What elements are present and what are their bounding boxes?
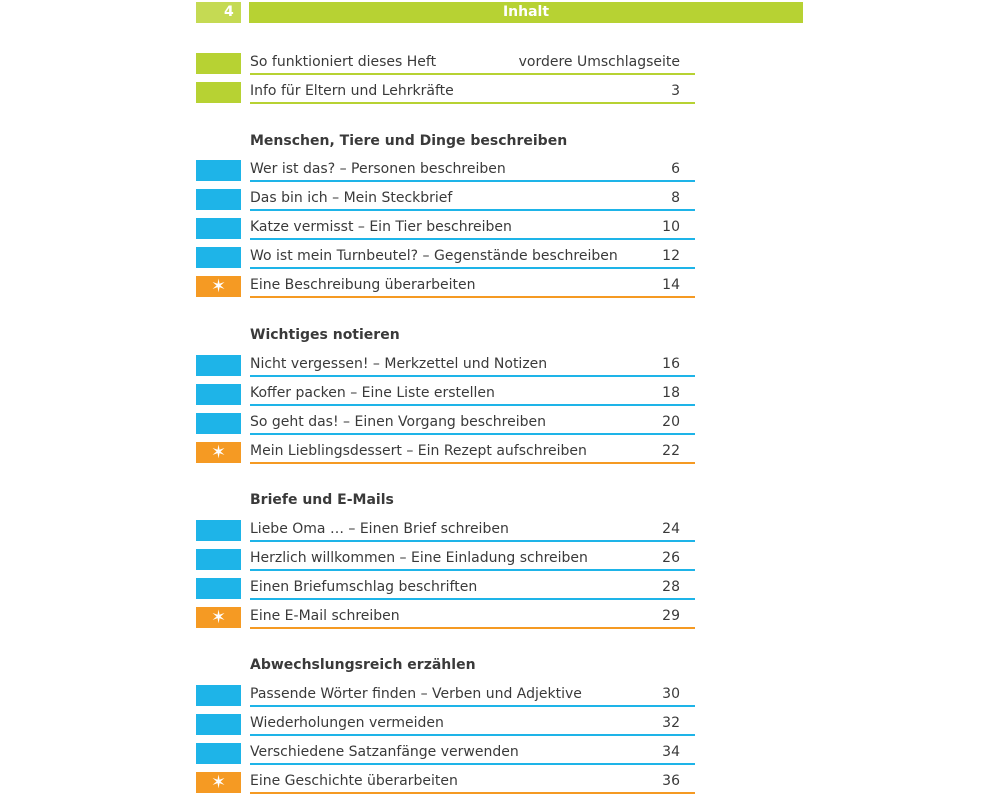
entry-page: vordere Umschlagseite <box>518 54 680 70</box>
entry-underline <box>250 296 695 298</box>
entry-label: Wo ist mein Turnbeutel? – Gegenstände beschreiben <box>250 248 618 264</box>
toc-entry-revision[interactable] <box>196 276 695 297</box>
entry-marker <box>196 413 241 434</box>
entry-marker <box>196 384 241 405</box>
toc-entry[interactable] <box>196 743 695 764</box>
toc-entry[interactable] <box>196 247 695 268</box>
toc-entry-revision[interactable] <box>196 442 695 463</box>
entry-label: Liebe Oma … – Einen Brief schreiben <box>250 521 509 537</box>
entry-page: 28 <box>662 579 680 595</box>
section-title: Abwechslungsreich erzählen <box>250 657 476 673</box>
entry-underline <box>250 267 695 269</box>
star-icon: ✶ <box>196 442 241 463</box>
entry-page: 14 <box>662 277 680 293</box>
entry-marker <box>196 355 241 376</box>
entry-label: Verschiedene Satzanfänge verwenden <box>250 744 519 760</box>
entry-underline <box>250 180 695 182</box>
entry-label: Herzlich willkommen – Eine Einladung schreiben <box>250 550 588 566</box>
toc-entry[interactable] <box>196 549 695 570</box>
entry-underline <box>250 540 695 542</box>
entry-marker <box>196 247 241 268</box>
entry-label: So funktioniert dieses Heft <box>250 54 437 70</box>
entry-underline <box>250 102 695 104</box>
entry-label: Eine Beschreibung überarbeiten <box>250 277 476 293</box>
entry-page: 24 <box>662 521 680 537</box>
entry-label: So geht das! – Einen Vorgang beschreiben <box>250 414 546 430</box>
entry-page: 18 <box>662 385 680 401</box>
entry-marker <box>196 189 241 210</box>
entry-underline <box>250 404 695 406</box>
entry-marker <box>196 53 241 74</box>
entry-page: 6 <box>671 161 680 177</box>
entry-underline <box>250 705 695 707</box>
entry-label: Einen Briefumschlag beschriften <box>250 579 478 595</box>
toc-entry[interactable] <box>196 218 695 239</box>
entry-marker <box>196 218 241 239</box>
entry-page: 30 <box>662 686 680 702</box>
entry-label: Katze vermisst – Ein Tier beschreiben <box>250 219 512 235</box>
toc-entry[interactable] <box>196 714 695 735</box>
entry-underline <box>250 763 695 765</box>
entry-label: Passende Wörter finden – Verben und Adjektive <box>250 686 582 702</box>
entry-marker <box>196 549 241 570</box>
entry-underline <box>250 433 695 435</box>
entry-label: Wiederholungen vermeiden <box>250 715 444 731</box>
entry-marker <box>196 578 241 599</box>
entry-page: 34 <box>662 744 680 760</box>
entry-underline <box>250 375 695 377</box>
star-icon: ✶ <box>196 772 241 793</box>
toc-entry-revision[interactable] <box>196 607 695 628</box>
toc-entry[interactable] <box>196 189 695 210</box>
entry-page: 36 <box>662 773 680 789</box>
toc-entry-revision[interactable] <box>196 772 695 793</box>
entry-page: 12 <box>662 248 680 264</box>
entry-label: Mein Lieblingsdessert – Ein Rezept aufschreiben <box>250 443 587 459</box>
entry-page: 32 <box>662 715 680 731</box>
entry-marker <box>196 685 241 706</box>
section-title: Briefe und E-Mails <box>250 492 394 508</box>
entry-label: Eine E-Mail schreiben <box>250 608 400 624</box>
toc-entry[interactable] <box>196 384 695 405</box>
entry-page: 26 <box>662 550 680 566</box>
toc-entry-how-it-works[interactable] <box>196 53 695 74</box>
toc-entry-info-parents[interactable] <box>196 82 695 103</box>
page-title: Inhalt <box>249 2 803 23</box>
entry-label: Koffer packen – Eine Liste erstellen <box>250 385 495 401</box>
star-icon: ✶ <box>196 276 241 297</box>
entry-underline <box>250 462 695 464</box>
entry-label: Wer ist das? – Personen beschreiben <box>250 161 506 177</box>
entry-underline <box>250 792 695 794</box>
entry-underline <box>250 73 695 75</box>
entry-underline <box>250 209 695 211</box>
entry-page: 16 <box>662 356 680 372</box>
entry-marker <box>196 160 241 181</box>
toc-entry[interactable] <box>196 520 695 541</box>
entry-page: 3 <box>671 83 680 99</box>
entry-marker <box>196 82 241 103</box>
entry-marker <box>196 743 241 764</box>
entry-label: Eine Geschichte überarbeiten <box>250 773 458 789</box>
entry-underline <box>250 627 695 629</box>
entry-underline <box>250 238 695 240</box>
section-title: Wichtiges notieren <box>250 327 400 343</box>
toc-entry[interactable] <box>196 160 695 181</box>
entry-page: 8 <box>671 190 680 206</box>
page-header <box>196 2 803 23</box>
section-title: Menschen, Tiere und Dinge beschreiben <box>250 133 568 149</box>
page-number: 4 <box>196 2 241 23</box>
entry-page: 10 <box>662 219 680 235</box>
entry-page: 20 <box>662 414 680 430</box>
star-icon: ✶ <box>196 607 241 628</box>
toc-entry[interactable] <box>196 685 695 706</box>
entry-label: Das bin ich – Mein Steckbrief <box>250 190 453 206</box>
entry-label: Nicht vergessen! – Merkzettel und Notizen <box>250 356 548 372</box>
toc-entry[interactable] <box>196 413 695 434</box>
entry-label: Info für Eltern und Lehrkräfte <box>250 83 454 99</box>
entry-underline <box>250 598 695 600</box>
entry-underline <box>250 569 695 571</box>
entry-page: 29 <box>662 608 680 624</box>
entry-marker <box>196 520 241 541</box>
entry-page: 22 <box>662 443 680 459</box>
entry-marker <box>196 714 241 735</box>
toc-entry[interactable] <box>196 355 695 376</box>
entry-underline <box>250 734 695 736</box>
toc-entry[interactable] <box>196 578 695 599</box>
